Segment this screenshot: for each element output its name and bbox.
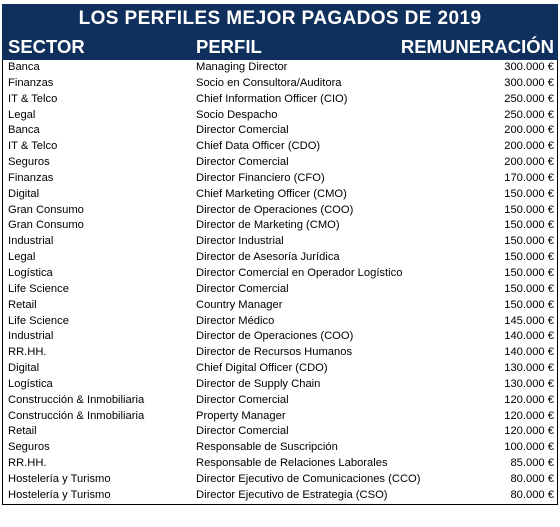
cell-sector: Banca: [8, 124, 40, 137]
cell-remuneracion: 200.000 €: [504, 156, 554, 169]
cell-remuneracion: 200.000 €: [504, 124, 554, 137]
cell-perfil: Director Comercial: [196, 425, 289, 438]
cell-perfil: Director Comercial: [196, 124, 289, 137]
cell-sector: Industrial: [8, 330, 54, 343]
table-row: [3, 203, 557, 219]
table-row: [3, 139, 557, 155]
salary-table-document: [2, 4, 558, 505]
cell-sector: Seguros: [8, 441, 50, 454]
cell-remuneracion: 200.000 €: [504, 140, 554, 153]
cell-sector: Logística: [8, 266, 53, 279]
cell-sector: Legal: [8, 251, 36, 264]
cell-sector: Retail: [8, 425, 37, 438]
cell-remuneracion: 300.000 €: [504, 61, 554, 73]
table-row: [3, 409, 557, 425]
cell-perfil: Director Médico: [196, 314, 275, 327]
cell-remuneracion: 150.000 €: [504, 187, 554, 200]
cell-remuneracion: 80.000 €: [510, 472, 554, 485]
table-row: [3, 60, 557, 76]
cell-remuneracion: 150.000 €: [504, 298, 554, 311]
cell-remuneracion: 150.000 €: [504, 251, 554, 264]
cell-sector: Hostelería y Turismo: [8, 488, 111, 501]
table-row: [3, 123, 557, 139]
cell-remuneracion: 120.000 €: [504, 425, 554, 438]
cell-perfil: Chief Information Officer (CIO): [196, 92, 348, 105]
cell-sector: Banca: [8, 61, 40, 73]
column-header-sector: SECTOR: [8, 36, 85, 57]
cell-remuneracion: 130.000 €: [504, 362, 554, 375]
cell-remuneracion: 85.000 €: [510, 457, 554, 470]
cell-perfil: Chief Marketing Officer (CMO): [196, 187, 347, 200]
cell-sector: Finanzas: [8, 171, 54, 184]
cell-perfil: Socio en Consultora/Auditora: [196, 76, 342, 89]
cell-remuneracion: 130.000 €: [504, 377, 554, 390]
cell-perfil: Property Manager: [196, 409, 286, 422]
cell-perfil: Director Comercial en Operador Logístico: [196, 266, 403, 279]
cell-perfil: Responsable de Suscripción: [196, 441, 338, 454]
cell-perfil: Director Ejecutivo de Comunicaciones (CCO): [196, 472, 421, 485]
cell-sector: Life Science: [8, 314, 69, 327]
cell-perfil: Director Ejecutivo de Estrategia (CSO): [196, 488, 388, 501]
table-row: [3, 218, 557, 234]
table-row: [3, 488, 557, 504]
cell-remuneracion: 140.000 €: [504, 330, 554, 343]
cell-remuneracion: 300.000 €: [504, 76, 554, 89]
cell-perfil: Director de Operaciones (COO): [196, 203, 354, 216]
table-row: [3, 345, 557, 361]
table-row: [3, 329, 557, 345]
cell-perfil: Director Comercial: [196, 156, 289, 169]
cell-sector: Life Science: [8, 282, 69, 295]
cell-remuneracion: 80.000 €: [510, 488, 554, 501]
cell-perfil: Socio Despacho: [196, 108, 278, 121]
cell-remuneracion: 145.000 €: [504, 314, 554, 327]
cell-remuneracion: 170.000 €: [504, 171, 554, 184]
column-headers: [2, 34, 558, 60]
cell-remuneracion: 150.000 €: [504, 203, 554, 216]
column-header-remuneracion: REMUNERACIÓN: [400, 36, 554, 57]
cell-sector: Industrial: [8, 235, 54, 248]
table-row: [3, 187, 557, 203]
table-row: [3, 314, 557, 330]
cell-sector: Gran Consumo: [8, 219, 84, 232]
cell-sector: Digital: [8, 187, 40, 200]
table-row: [3, 377, 557, 393]
cell-perfil: Director de Operaciones (COO): [196, 330, 354, 343]
cell-remuneracion: 150.000 €: [504, 235, 554, 248]
cell-perfil: Director de Marketing (CMO): [196, 219, 340, 232]
table-row: [3, 393, 557, 409]
cell-sector: IT & Telco: [8, 140, 58, 153]
cell-perfil: Director Financiero (CFO): [196, 171, 325, 184]
table-row: [3, 76, 557, 92]
cell-sector: Logística: [8, 377, 53, 390]
table-row: [3, 424, 557, 440]
table-row: [3, 92, 557, 108]
cell-sector: Construcción & Inmobiliaria: [8, 393, 145, 406]
cell-remuneracion: 150.000 €: [504, 266, 554, 279]
cell-remuneracion: 150.000 €: [504, 282, 554, 295]
cell-perfil: Director Comercial: [196, 282, 289, 295]
table-row: [3, 155, 557, 171]
table-body: [2, 60, 558, 505]
table-row: [3, 250, 557, 266]
table-row: [3, 456, 557, 472]
cell-perfil: Director Comercial: [196, 393, 289, 406]
cell-perfil: Director de Supply Chain: [196, 377, 321, 390]
table-row: [3, 234, 557, 250]
table-row: [3, 282, 557, 298]
cell-remuneracion: 100.000 €: [504, 441, 554, 454]
cell-sector: Retail: [8, 298, 37, 311]
cell-remuneracion: 250.000 €: [504, 108, 554, 121]
cell-perfil: Chief Digital Officer (CDO): [196, 362, 328, 375]
cell-remuneracion: 120.000 €: [504, 409, 554, 422]
cell-sector: Finanzas: [8, 76, 54, 89]
cell-perfil: Responsable de Relaciones Laborales: [196, 457, 388, 470]
table-row: [3, 472, 557, 488]
table-title: LOS PERFILES MEJOR PAGADOS DE 2019: [78, 8, 482, 29]
cell-perfil: Director de Asesoría Jurídica: [196, 251, 340, 264]
table-row: [3, 171, 557, 187]
cell-perfil: Director Industrial: [196, 235, 284, 248]
cell-perfil: Chief Data Officer (CDO): [196, 140, 321, 153]
cell-sector: RR.HH.: [8, 457, 47, 470]
table-row: [3, 440, 557, 456]
table-row: [3, 361, 557, 377]
cell-sector: RR.HH.: [8, 346, 47, 359]
cell-perfil: Managing Director: [196, 61, 288, 73]
cell-perfil: Country Manager: [196, 298, 283, 311]
cell-sector: Legal: [8, 108, 36, 121]
table-row: [3, 266, 557, 282]
cell-sector: Gran Consumo: [8, 203, 84, 216]
table-row: [3, 108, 557, 124]
cell-sector: IT & Telco: [8, 92, 58, 105]
column-header-perfil: PERFIL: [196, 36, 262, 57]
cell-remuneracion: 250.000 €: [504, 92, 554, 105]
cell-remuneracion: 150.000 €: [504, 219, 554, 232]
cell-remuneracion: 120.000 €: [504, 393, 554, 406]
cell-sector: Seguros: [8, 156, 50, 169]
cell-sector: Digital: [8, 362, 40, 375]
cell-sector: Hostelería y Turismo: [8, 472, 111, 485]
table-header: [2, 4, 558, 60]
cell-perfil: Director de Recursos Humanos: [196, 346, 353, 359]
cell-remuneracion: 140.000 €: [504, 346, 554, 359]
table-row: [3, 298, 557, 314]
cell-sector: Construcción & Inmobiliaria: [8, 409, 145, 422]
